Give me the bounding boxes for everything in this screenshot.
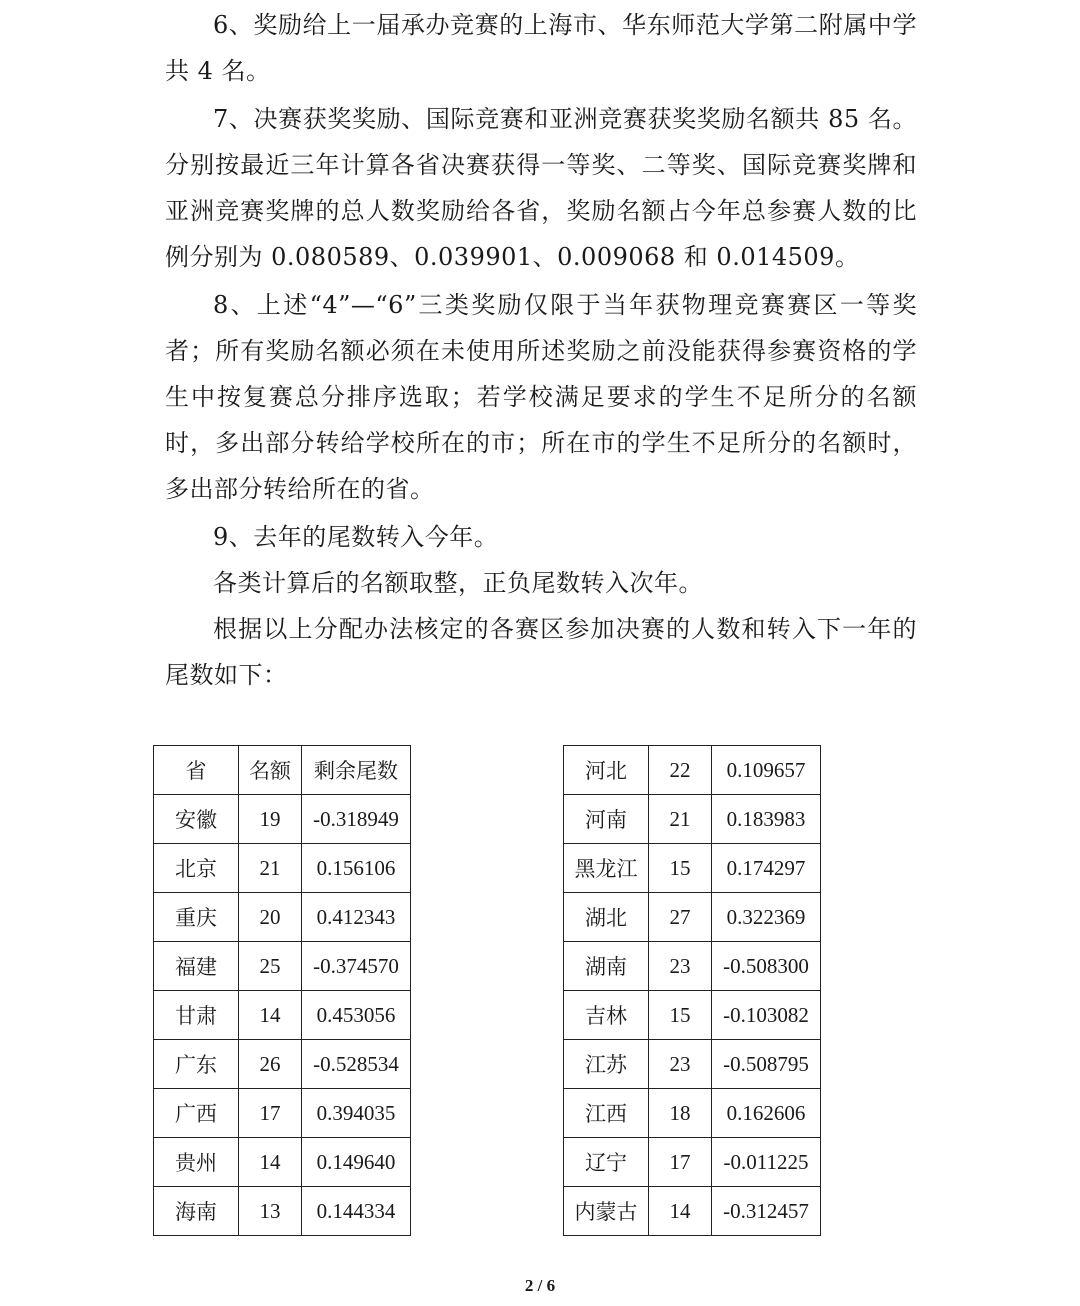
table-row — [154, 1187, 411, 1236]
header-province: 省 — [154, 746, 239, 795]
table-row — [564, 1138, 821, 1187]
cell-province: 海南 — [154, 1187, 239, 1236]
header-remainder: 剩余尾数 — [302, 746, 411, 795]
cell-province: 北京 — [154, 844, 239, 893]
cell-remainder: -0.312457 — [712, 1187, 821, 1236]
paragraph-8: 8、上述“4”—“6”三类奖励仅限于当年获物理竞赛赛区一等奖者；所有奖励名额必须在未使用所述奖励之前没能获得参赛资格的学生中按复赛总分排序选取；若学校满足要求的学生不足所分的名额时，多出部分转给学校所在的市；所在市的学生不足所分的名额时，多出部分转给所在的省。 — [165, 291, 917, 503]
paragraph-rounding: 各类计算后的名额取整，正负尾数转入次年。 — [213, 569, 703, 597]
paragraph-7: 7、决赛获奖奖励、国际竞赛和亚洲竞赛获奖奖励名额共 85 名。分别按最近三年计算各省决赛获得一等奖、二等奖、国际竞赛奖牌和亚洲竞赛奖牌的总人数奖励给各省，奖励名额占今年总参赛人数的比例分别为 0.080589、0.039901、0.009068 和 0.014509。 — [165, 105, 917, 271]
cell-province: 广西 — [154, 1089, 239, 1138]
cell-province: 安徽 — [154, 795, 239, 844]
cell-quota: 14 — [649, 1187, 712, 1236]
cell-remainder: -0.011225 — [712, 1138, 821, 1187]
table-row — [154, 991, 411, 1040]
cell-province: 重庆 — [154, 893, 239, 942]
cell-remainder: 0.162606 — [712, 1089, 821, 1138]
table-row — [564, 746, 821, 795]
table-row — [564, 1040, 821, 1089]
cell-remainder: 0.322369 — [712, 893, 821, 942]
cell-province: 湖南 — [564, 942, 649, 991]
cell-quota: 18 — [649, 1089, 712, 1138]
quota-table-right — [563, 745, 821, 1236]
cell-remainder: 0.412343 — [302, 893, 411, 942]
cell-remainder: -0.374570 — [302, 942, 411, 991]
cell-remainder: 0.394035 — [302, 1089, 411, 1138]
cell-remainder: -0.528534 — [302, 1040, 411, 1089]
cell-quota: 19 — [239, 795, 302, 844]
cell-quota: 21 — [649, 795, 712, 844]
cell-remainder: 0.149640 — [302, 1138, 411, 1187]
table-row — [154, 1089, 411, 1138]
cell-quota: 27 — [649, 893, 712, 942]
cell-province: 广东 — [154, 1040, 239, 1089]
document-body — [165, 0, 917, 698]
table-row — [564, 1089, 821, 1138]
table-row — [154, 893, 411, 942]
table-row — [564, 1187, 821, 1236]
table-row — [154, 795, 411, 844]
table-row — [564, 795, 821, 844]
cell-quota: 15 — [649, 844, 712, 893]
cell-quota: 23 — [649, 1040, 712, 1089]
cell-quota: 14 — [239, 991, 302, 1040]
cell-remainder: -0.318949 — [302, 795, 411, 844]
cell-quota: 22 — [649, 746, 712, 795]
cell-remainder: -0.508795 — [712, 1040, 821, 1089]
table-header-row — [154, 746, 411, 795]
header-quota: 名额 — [239, 746, 302, 795]
paragraph-intro-table: 根据以上分配办法核定的各赛区参加决赛的人数和转入下一年的尾数如下： — [165, 615, 917, 689]
cell-remainder: -0.508300 — [712, 942, 821, 991]
cell-province: 甘肃 — [154, 991, 239, 1040]
table-row — [564, 893, 821, 942]
cell-province: 内蒙古 — [564, 1187, 649, 1236]
cell-remainder: 0.109657 — [712, 746, 821, 795]
cell-province: 江苏 — [564, 1040, 649, 1089]
cell-quota: 13 — [239, 1187, 302, 1236]
paragraph-6: 6、奖励给上一届承办竞赛的上海市、华东师范大学第二附属中学共 4 名。 — [165, 11, 917, 85]
table-row — [564, 844, 821, 893]
cell-quota: 15 — [649, 991, 712, 1040]
cell-province: 福建 — [154, 942, 239, 991]
cell-province: 黑龙江 — [564, 844, 649, 893]
cell-province: 河北 — [564, 746, 649, 795]
cell-province: 湖北 — [564, 893, 649, 942]
cell-remainder: 0.453056 — [302, 991, 411, 1040]
cell-quota: 21 — [239, 844, 302, 893]
cell-province: 江西 — [564, 1089, 649, 1138]
table-row — [154, 1138, 411, 1187]
cell-quota: 17 — [649, 1138, 712, 1187]
cell-province: 贵州 — [154, 1138, 239, 1187]
cell-remainder: 0.174297 — [712, 844, 821, 893]
table-row — [154, 942, 411, 991]
cell-remainder: 0.156106 — [302, 844, 411, 893]
page-number: 2 / 6 — [524, 1276, 556, 1295]
cell-remainder: -0.103082 — [712, 991, 821, 1040]
cell-remainder: 0.144334 — [302, 1187, 411, 1236]
cell-quota: 23 — [649, 942, 712, 991]
table-row — [154, 1040, 411, 1089]
cell-quota: 26 — [239, 1040, 302, 1089]
cell-province: 辽宁 — [564, 1138, 649, 1187]
paragraph-9: 9、去年的尾数转入今年。 — [213, 523, 499, 551]
table-row — [154, 844, 411, 893]
cell-province: 河南 — [564, 795, 649, 844]
cell-province: 吉林 — [564, 991, 649, 1040]
cell-quota: 20 — [239, 893, 302, 942]
cell-quota: 17 — [239, 1089, 302, 1138]
table-row — [564, 991, 821, 1040]
quota-table-left — [153, 745, 411, 1236]
cell-quota: 25 — [239, 942, 302, 991]
table-row — [564, 942, 821, 991]
cell-remainder: 0.183983 — [712, 795, 821, 844]
cell-quota: 14 — [239, 1138, 302, 1187]
